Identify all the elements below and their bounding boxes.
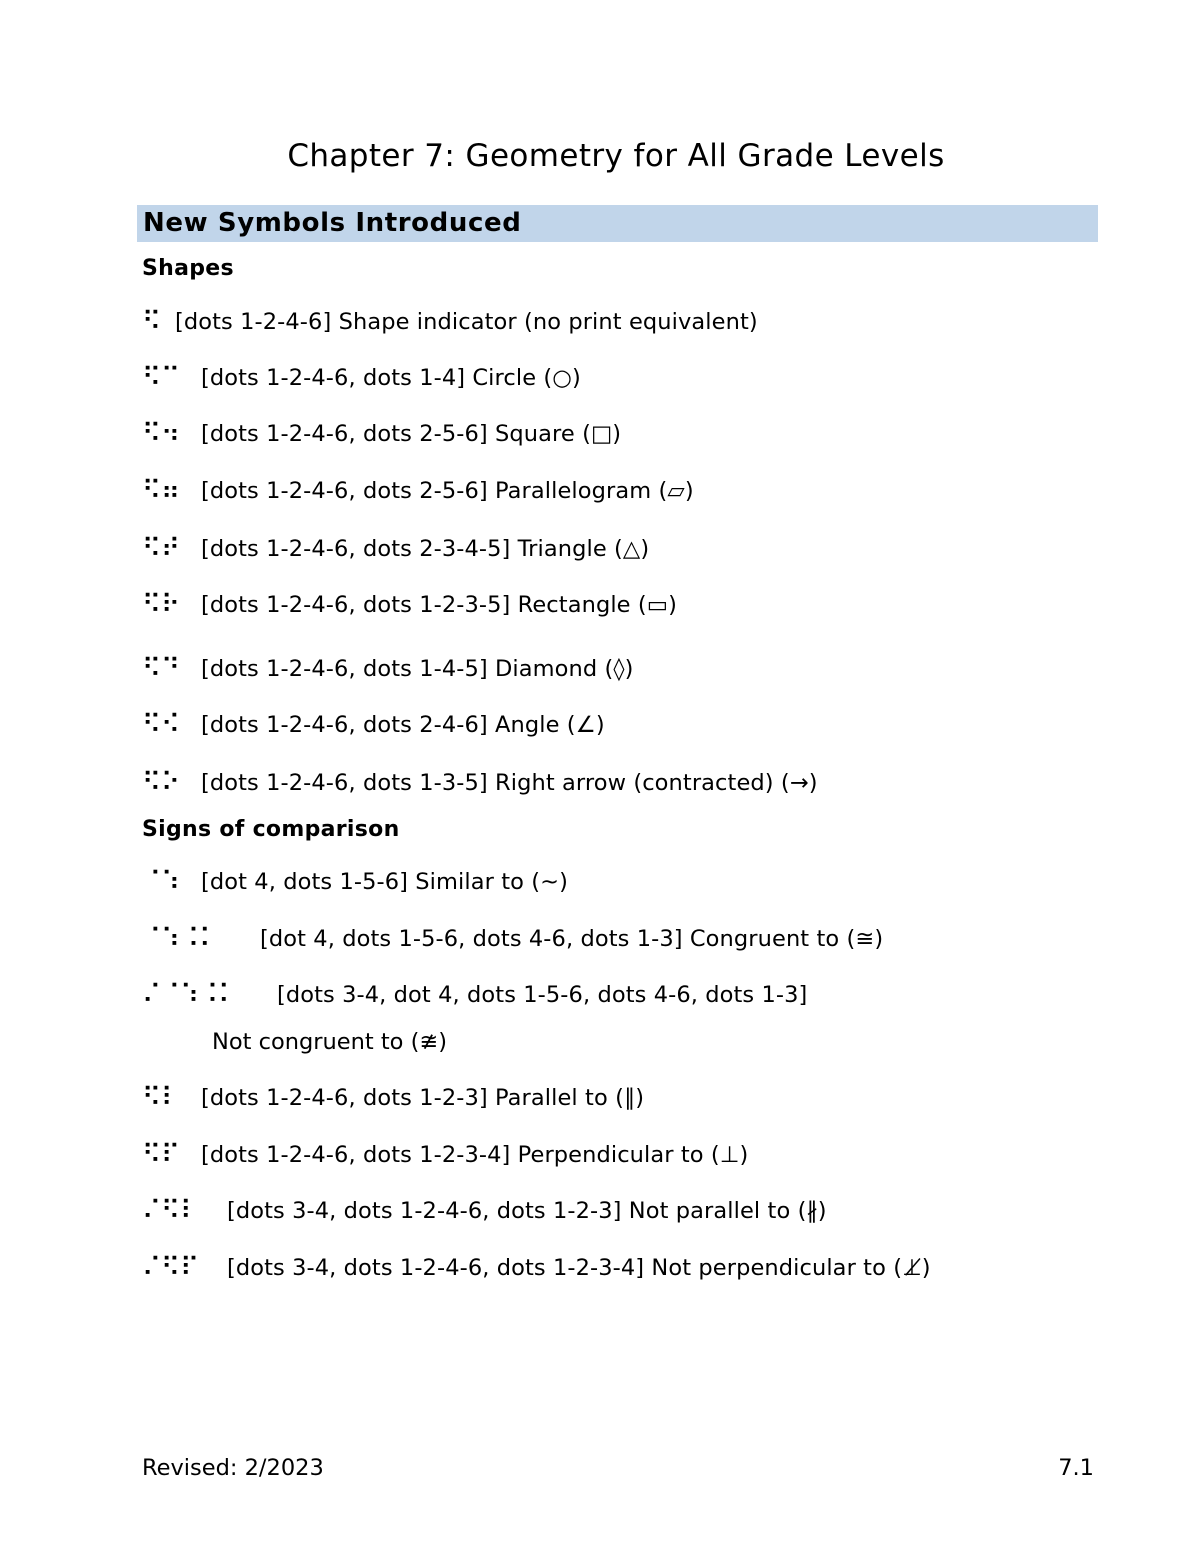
symbol-description: [dots 1-2-4-6, dots 1-4-5] Diamond (◊) [201, 656, 634, 682]
braille-cell: ⠫ [142, 307, 162, 337]
braille-cell: ⠌⠈⠱⠨⠅ [142, 980, 238, 1010]
subheading-shapes: Shapes [142, 256, 234, 281]
symbol-description: [dots 1-2-4-6, dots 1-4] Circle (○) [201, 365, 581, 391]
banner-title: New Symbols Introduced [143, 208, 522, 238]
braille-cell: ⠫⠇ [142, 1083, 181, 1113]
braille-cell: ⠫⠙ [142, 654, 181, 684]
section-banner [137, 205, 1098, 242]
braille-cell: ⠌⠫⠇ [142, 1196, 200, 1226]
symbol-description: [dots 1-2-4-6, dots 1-3-5] Right arrow (contracted) (→) [201, 770, 818, 796]
braille-cell: ⠫⠲ [142, 419, 181, 449]
revision-date: Revised: 2/2023 [142, 1455, 324, 1481]
subheading-comparison: Signs of comparison [142, 817, 400, 842]
braille-cell: ⠈⠱⠨⠅ [142, 924, 219, 954]
symbol-description: [dots 3-4, dot 4, dots 1-5-6, dots 4-6, dots 1-3] [277, 982, 808, 1008]
symbol-description: [dots 1-2-4-6, dots 2-3-4-5] Triangle (△) [201, 536, 650, 562]
symbol-description: [dot 4, dots 1-5-6, dots 4-6, dots 1-3] Congruent to (≅) [260, 926, 884, 952]
page-number: 7.1 [1058, 1455, 1094, 1481]
braille-cell: ⠫⠪ [142, 710, 181, 740]
symbol-description: [dots 1-2-4-6, dots 2-5-6] Square (□) [201, 421, 622, 447]
symbol-description: [dots 3-4, dots 1-2-4-6, dots 1-2-3-4] Not perpendicular to (⊥̸) [227, 1255, 931, 1281]
page-title: Chapter 7: Geometry for All Grade Levels [287, 138, 945, 174]
symbol-description: [dots 1-2-4-6, dots 1-2-3] Parallel to (∥) [201, 1085, 645, 1111]
symbol-description: [dots 1-2-4-6] Shape indicator (no print equivalent) [175, 309, 758, 335]
braille-cell: ⠫⠗ [142, 590, 181, 620]
braille-cell: ⠫⠕ [142, 768, 181, 798]
symbol-description: [dots 1-2-4-6, dots 1-2-3-4] Perpendicular to (⊥) [201, 1142, 749, 1168]
symbol-description: [dots 1-2-4-6, dots 2-4-6] Angle (∠) [201, 712, 605, 738]
symbol-description: [dots 3-4, dots 1-2-4-6, dots 1-2-3] Not parallel to (∦) [227, 1198, 827, 1224]
braille-cell: ⠫⠉ [142, 363, 181, 393]
braille-cell: ⠌⠫⠏ [142, 1253, 200, 1283]
symbol-description: [dots 1-2-4-6, dots 1-2-3-5] Rectangle (▭) [201, 592, 677, 618]
braille-cell: ⠫⠏ [142, 1140, 181, 1170]
braille-cell: ⠈⠱ [142, 867, 181, 897]
symbol-description-continuation: Not congruent to (≇) [212, 1029, 447, 1055]
symbol-description: [dot 4, dots 1-5-6] Similar to (~) [201, 869, 568, 895]
braille-cell: ⠫⠶ [142, 476, 181, 506]
braille-cell: ⠫⠞ [142, 534, 181, 564]
symbol-description: [dots 1-2-4-6, dots 2-5-6] Parallelogram (▱) [201, 478, 694, 504]
